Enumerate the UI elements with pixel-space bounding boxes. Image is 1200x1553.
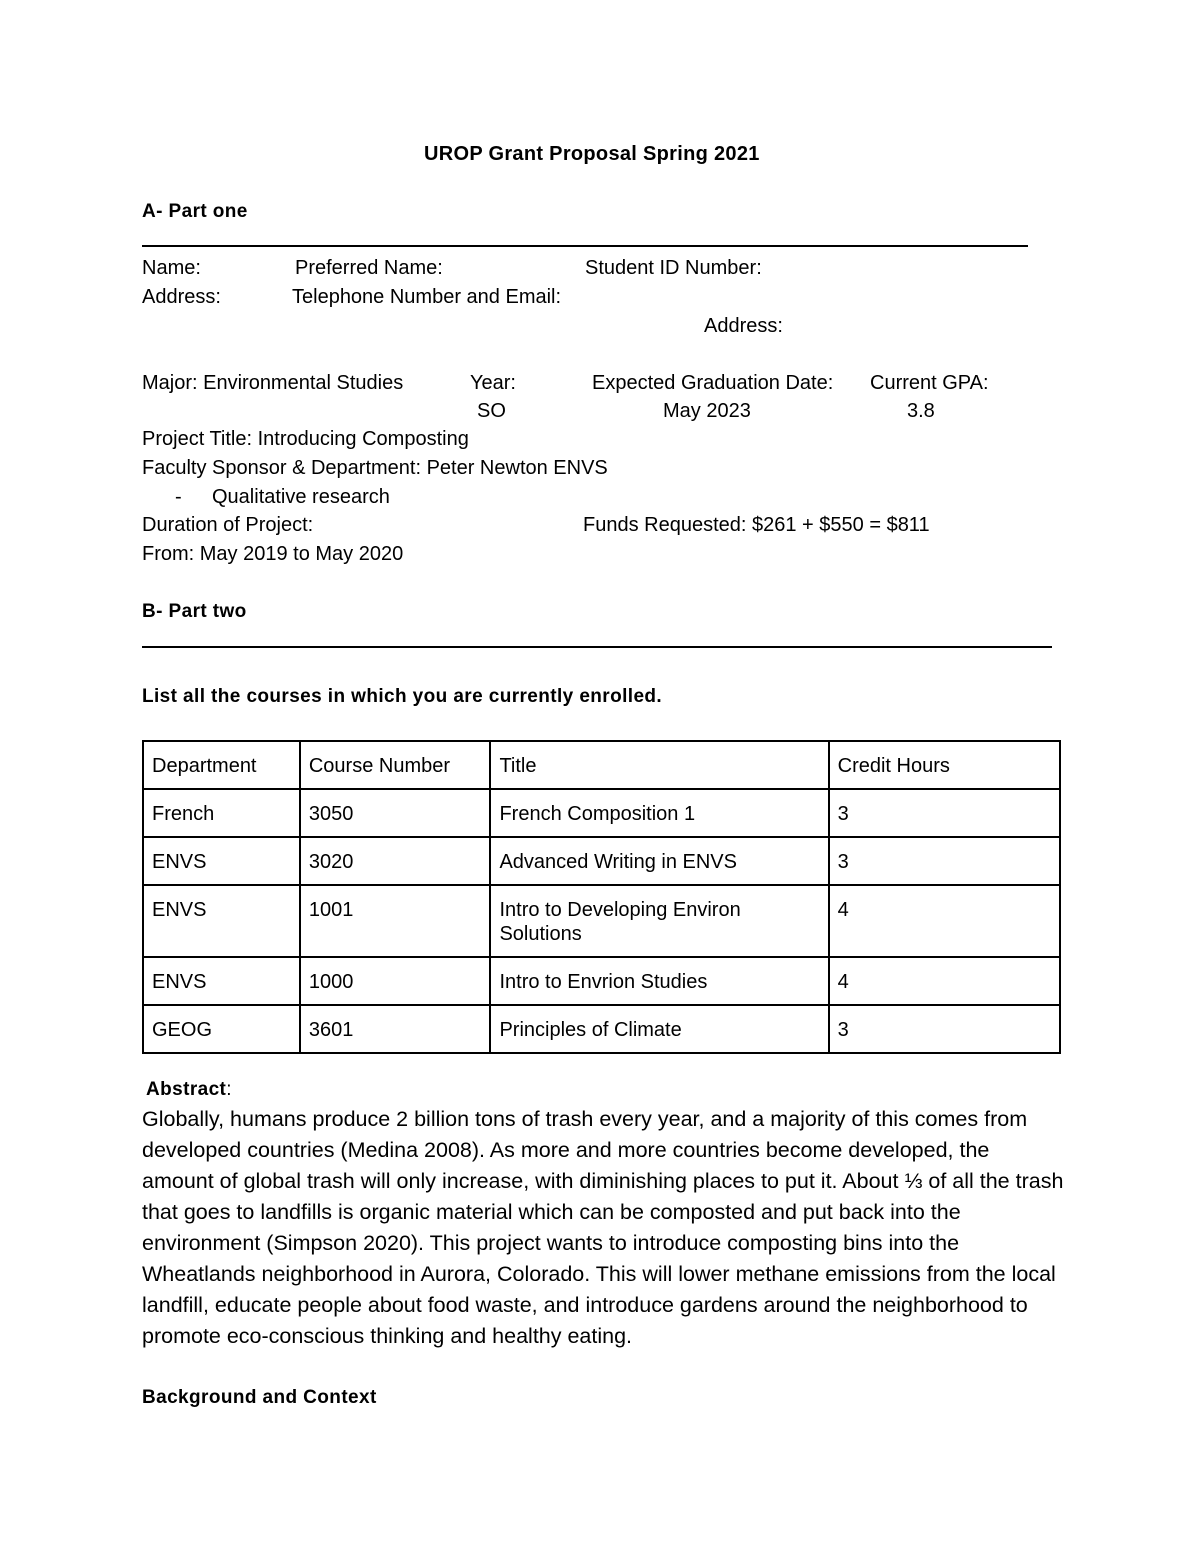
gpa-value: 3.8	[907, 400, 935, 422]
grad-date-value: May 2023	[663, 400, 751, 422]
courses-table	[142, 740, 1061, 1054]
cell-course-number: 3601	[300, 1005, 491, 1053]
cell-credit-hours: 3	[829, 789, 1060, 837]
part-one-heading: A- Part one	[142, 201, 248, 222]
cell-department: ENVS	[143, 885, 300, 957]
cell-credit-hours: 3	[829, 837, 1060, 885]
header-credit-hours: Credit Hours	[829, 741, 1060, 789]
abstract-heading-colon: :	[226, 1079, 232, 1100]
header-title: Title	[490, 741, 828, 789]
document-title: UROP Grant Proposal Spring 2021	[424, 143, 760, 165]
funds-requested: Funds Requested: $261 + $550 = $811	[583, 514, 930, 536]
courses-prompt: List all the courses in which you are currently enrolled.	[142, 686, 663, 707]
part-one-divider	[142, 245, 1028, 247]
cell-department: ENVS	[143, 837, 300, 885]
table-row	[143, 789, 1060, 837]
abstract-heading	[146, 1079, 232, 1101]
cell-department: French	[143, 789, 300, 837]
table-row	[143, 885, 1060, 957]
faculty-sponsor: Faculty Sponsor & Department: Peter Newton ENVS	[142, 457, 608, 479]
cell-title: Principles of Climate	[490, 1005, 828, 1053]
cell-department: GEOG	[143, 1005, 300, 1053]
part-two-heading: B- Part two	[142, 601, 247, 622]
grad-date-label: Expected Graduation Date:	[592, 372, 834, 394]
project-title: Project Title: Introducing Composting	[142, 428, 469, 450]
table-row	[143, 837, 1060, 885]
bullet-item: Qualitative research	[212, 486, 390, 508]
cell-course-number: 1001	[300, 885, 491, 957]
cell-title: Advanced Writing in ENVS	[490, 837, 828, 885]
background-heading: Background and Context	[142, 1387, 377, 1408]
student-id-label: Student ID Number:	[585, 257, 762, 279]
table-row	[143, 1005, 1060, 1053]
cell-course-number: 3020	[300, 837, 491, 885]
preferred-name-label: Preferred Name:	[295, 257, 443, 279]
table-header-row	[143, 741, 1060, 789]
bullet-dash: -	[175, 486, 182, 508]
address-label: Address:	[142, 286, 221, 308]
part-two-divider	[142, 646, 1052, 648]
cell-course-number: 3050	[300, 789, 491, 837]
abstract-heading-text: Abstract	[146, 1079, 227, 1100]
gpa-label: Current GPA:	[870, 372, 989, 394]
cell-course-number: 1000	[300, 957, 491, 1005]
cell-credit-hours: 3	[829, 1005, 1060, 1053]
abstract-body: Globally, humans produce 2 billion tons of trash every year, and a majority of this comes from developed countries (Medina 2008). As more and more countries become developed, the amount of global trash will only increase, with diminishing places to put it. About ⅓ of all the trash that goes to landfills is organic material which can be composted and put back into the environment (Simpson 2020). This project wants to introduce composting bins into the Wheatlands neighborhood in Aurora, Colorado. This will lower methane emissions from the local landfill, educate people about food waste, and introduce gardens around the neighborhood to promote eco-conscious thinking and healthy eating.	[142, 1107, 1064, 1348]
cell-credit-hours: 4	[829, 885, 1060, 957]
header-course-number: Course Number	[300, 741, 491, 789]
table-row	[143, 957, 1060, 1005]
cell-title: Intro to Developing Environ Solutions	[490, 885, 828, 957]
year-label: Year:	[470, 372, 516, 394]
year-value: SO	[477, 400, 506, 422]
address-label-2: Address:	[704, 315, 783, 337]
phone-email-label: Telephone Number and Email:	[292, 286, 562, 308]
project-dates: From: May 2019 to May 2020	[142, 543, 404, 565]
header-department: Department	[143, 741, 300, 789]
major: Major: Environmental Studies	[142, 372, 404, 394]
cell-title: Intro to Envrion Studies	[490, 957, 828, 1005]
cell-credit-hours: 4	[829, 957, 1060, 1005]
cell-title: French Composition 1	[490, 789, 828, 837]
name-label: Name:	[142, 257, 201, 279]
cell-department: ENVS	[143, 957, 300, 1005]
duration-label: Duration of Project:	[142, 514, 314, 536]
